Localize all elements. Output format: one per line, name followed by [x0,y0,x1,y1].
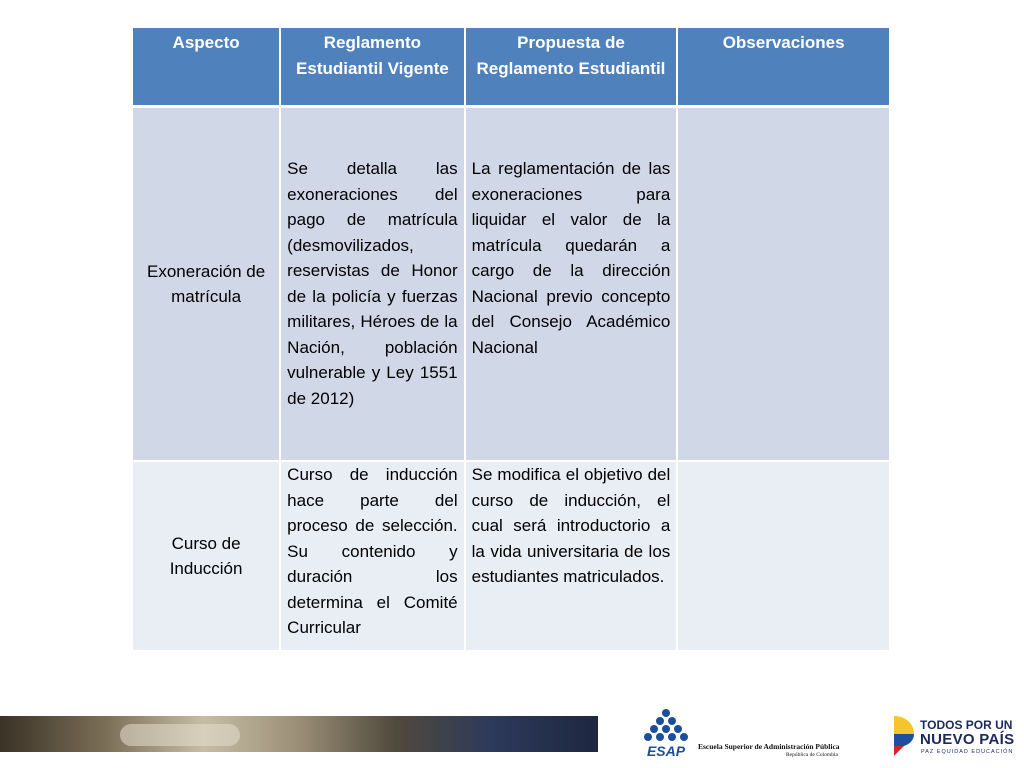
gov-logo [888,712,1018,762]
colombia-flag-icon [888,712,918,758]
esap-pyramid-icon [636,708,696,760]
cell-vigente: Curso de inducción hace parte del proceso de selección. Su contenido y duración los determina el Comité Curricular [281,462,465,652]
table-header-row [133,28,891,108]
gov-logo-line2: NUEVO PAÍS [920,731,1015,748]
header-aspecto: Aspecto [133,28,281,108]
cell-observaciones [678,462,891,652]
esap-name: Escuela Superior de Administración Pública [698,742,840,751]
cell-vigente: Se detalla las exoneraciones del pago de matrícula (desmovilizados, reservistas de Honor de la policía y fuerzas militares, Héroes de la Nación, población vulnerable y Ley 1551 de 2012) [281,108,465,462]
cell-propuesta: La reglamentación de las exoneraciones para liquidar el valor de la matrícula quedarán a cargo de la dirección Nacional previo concepto del Consejo Académico Nacional [466,108,679,462]
header-reglamento-vigente: Reglamento Estudiantil Vigente [281,28,465,108]
cell-aspecto: Exoneración de matrícula [133,108,281,462]
comparison-table [133,28,891,652]
esap-subtitle: República de Colombia [786,752,838,758]
table-row [133,108,891,462]
cell-observaciones [678,108,891,462]
header-observaciones: Observaciones [678,28,891,108]
hand-writing-image [120,724,240,746]
cell-aspecto: Curso de Inducción [133,462,281,652]
footer-photo-strip [0,716,598,752]
table-row [133,462,891,652]
header-propuesta-reglamento: Propuesta de Reglamento Estudiantil [466,28,679,108]
cell-propuesta: Se modifica el objetivo del curso de inducción, el cual será introductorio a la vida universitaria de los estudiantes matriculados. [466,462,679,652]
esap-logo-text: ESAP [646,743,686,759]
gov-logo-line3: PAZ EQUIDAD EDUCACIÓN [921,749,1014,755]
gov-logo-line1: TODOS POR UN [920,718,1013,732]
esap-logo [636,708,846,763]
